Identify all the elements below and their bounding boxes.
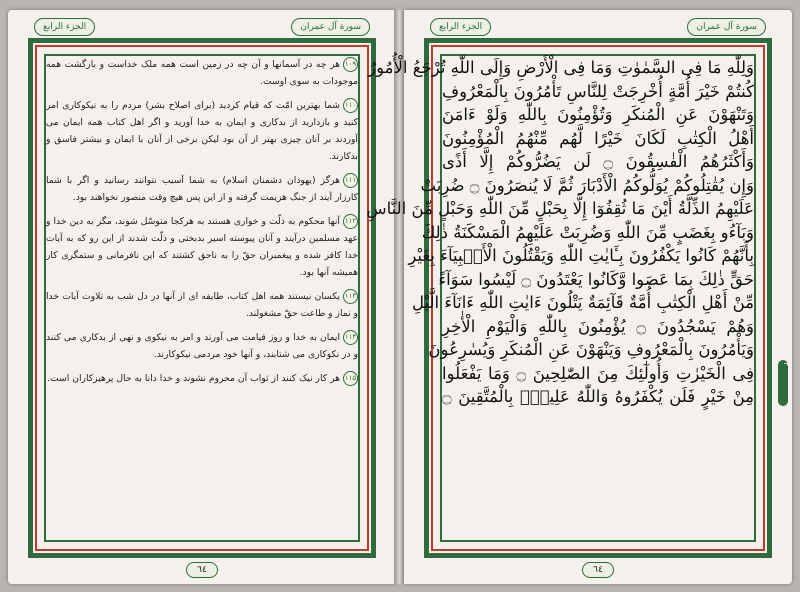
translation-text: آنها محکوم به ذلّت و خواری هستند به هرکجا متوسّل شوند، مگر به دین خدا و عهد مسلمین درآیند و آنان پیوسته اسیر بدبختی و ذلّت شدند از این رو که به آیات خدا کافر شده و پیغمبران حقّ را به ناحق کشتند که این نافرمانی و ستمگری کار همیشه آنها بود.: [46, 216, 358, 278]
surah-label: سورة آل عمران: [291, 18, 370, 36]
verse-number-badge: ۱۱۴: [343, 330, 358, 345]
quran-line: مِّنْ أَهْلِ الْكِتٰبِ أُمَّةٌ قَآئِمَةٌ يَتْلُونَ ءَايٰتِ اللّٰهِ ءَانَآءَ الَّيْلِ: [412, 293, 754, 312]
right-page-footer: [404, 562, 792, 578]
translation-paragraph: [46, 172, 358, 206]
quran-line: أَهْلُ الْكِتٰبِ لَكَانَ خَيْرًا لَّهُم مِّنْهُمُ الْمُؤْمِنُونَ: [442, 128, 754, 148]
quran-line: وَهُمْ يَسْجُدُونَ ۝ يُؤْمِنُونَ بِاللّٰهِ وَالْيَوْمِ الْأٰخِرِ: [442, 316, 754, 336]
left-page-footer: [8, 562, 396, 578]
quran-line: وَتَنْهَوْنَ عَنِ الْمُنكَرِ وَتُؤْمِنُونَ بِاللّٰهِ وَلَوْ ءَامَنَ: [442, 105, 754, 124]
surah-label: سورة آل عمران: [687, 18, 766, 36]
translation-paragraph: [46, 370, 358, 387]
translation-text: هرگز (یهودان دشمنان اسلام) به شما آسیب نتوانند رسانید و اگر با شما کارزار آیند از جنگ هزیمت گرفته و از این پس هیچ وقت منصور نخواهند بود.: [46, 175, 358, 203]
left-page-header: [34, 18, 370, 36]
hizb-marker: [778, 360, 788, 406]
quran-line: بِأَنَّهُمْ كَانُوا يَكْفُرُونَ بِـَٔايٰتِ اللّٰهِ وَيَقْتُلُونَ الْأَنۢبِيَآءَ بِغَيْرِ: [408, 246, 754, 265]
translation-text: [46, 56, 358, 544]
translation-paragraph: [46, 56, 358, 90]
page-number: ٦٤: [582, 562, 614, 578]
verse-number-badge: ۱۰۹: [343, 57, 358, 72]
translation-paragraph: [46, 213, 358, 281]
left-page-translation: [8, 10, 396, 584]
right-page-quran: [366, 10, 792, 584]
verse-number-badge: ۱۱۲: [343, 214, 358, 229]
verse-number-badge: ۱۱۵: [343, 371, 358, 386]
translation-text: یکسان نیستند همه اهل کتاب، طایفه ای از آنها در دل شب به تلاوت آیات خدا و نماز و طاعت حقّ مشغولند.: [46, 291, 358, 319]
quran-line: حَقٍّ ذٰلِكَ بِمَا عَصَوا وَّكَانُوا يَعْتَدُونَ ۝ لَيْسُوا سَوَآءً: [438, 269, 754, 289]
quran-line: فِی الْخَيْرٰتِ وَأُولٰٓئِكَ مِنَ الصّٰلِحِينَ ۝ وَمَا يَفْعَلُوا: [442, 363, 754, 383]
translation-text: ایمان به خدا و روز قیامت می آورند و امر به نیکوی و نهی از بدکاری می کنند و در نکوکاری می شتابند، و آنها خود مردمی نیکوکارند.: [46, 332, 358, 360]
translation-text: هر چه در آسمانها و آن چه در زمین است همه ملک خداست و بازگشت همه موجودات به سوی اوست.: [46, 59, 358, 87]
juz-label: الجزء الرابع: [430, 18, 491, 36]
translation-text: هر کار نیک کنند از ثواب آن محروم نشوند و خدا دانا به حال پرهیزکاران است.: [47, 373, 340, 384]
quran-line: وَبَآءُو بِغَضَبٍ مِّنَ اللّٰهِ وَضُرِبَتْ عَلَيْهِمُ الْمَسْكَنَةُ ذٰلِكَ: [421, 222, 754, 242]
quran-line: مِنْ خَيْرٍ فَلَن يُكْفَرُوهُ وَاللّٰهُ عَلِيمٌۢ بِالْمُتَّقِينَ ۝: [442, 387, 754, 406]
quran-line: كُنتُمْ خَيْرَ أُمَّةٍ أُخْرِجَتْ لِلنَّاسِ تَأْمُرُونَ بِالْمَعْرُوفِ: [442, 81, 754, 101]
quran-text: [366, 56, 754, 544]
right-page-header: [430, 18, 766, 36]
hizb-marker-text: ٣: [782, 362, 790, 366]
translation-paragraph: [46, 97, 358, 165]
verse-number-badge: ۱۱۱: [343, 173, 358, 188]
quran-line: وَإِن يُقٰتِلُوكُمْ يُوَلُّوكُمُ الْأَدْبَارَ ثُمَّ لَا يُنصَرُونَ ۝ ضُرِبَتْ: [420, 175, 754, 195]
book-spread: [8, 10, 792, 584]
translation-paragraph: [46, 329, 358, 363]
quran-line: عَلَيْهِمُ الذِّلَّةُ أَيْنَ مَا ثُقِفُوٓا إِلَّا بِحَبْلٍ مِّنَ اللّٰهِ وَحَبْلٍ مِّنَ النَّاسِ: [366, 199, 754, 218]
translation-text: شما بهترین امّت که قیام کردید (برای اصلاح بشر) مردم را به نیکوکاری امر کنید و بازدارید از بدکاری و ایمان به خدا آورید و اگر اهل کتاب همه ایمان می آوردند بر آنان چیزی بهتر از آن بود لیکن برخی از آنان با ایمان و بیشتر فاسق و بدکارند.: [46, 100, 358, 162]
verse-number-badge: ۱۱۳: [343, 289, 358, 304]
quran-line: وَأَكْثَرُهُمُ الْفٰسِقُونَ ۝ لَن يَضُرُّوكُمْ إِلَّا أَذًى: [442, 152, 754, 171]
page-number: ٦٤: [186, 562, 218, 578]
quran-line: وَيَأْمُرُونَ بِالْمَعْرُوفِ وَيَنْهَوْنَ عَنِ الْمُنكَرِ وَيُسٰرِعُونَ: [428, 340, 754, 359]
quran-line: وَلِلّٰهِ مَا فِی السَّمٰوٰتِ وَمَا فِی الْأَرْضِ وَإِلَى اللّٰهِ تُرْجَعُ الْأُمُورُ: [368, 58, 754, 77]
verse-number-badge: ۱۱۰: [343, 98, 358, 113]
juz-label: الجزء الرابع: [34, 18, 95, 36]
translation-paragraph: [46, 288, 358, 322]
